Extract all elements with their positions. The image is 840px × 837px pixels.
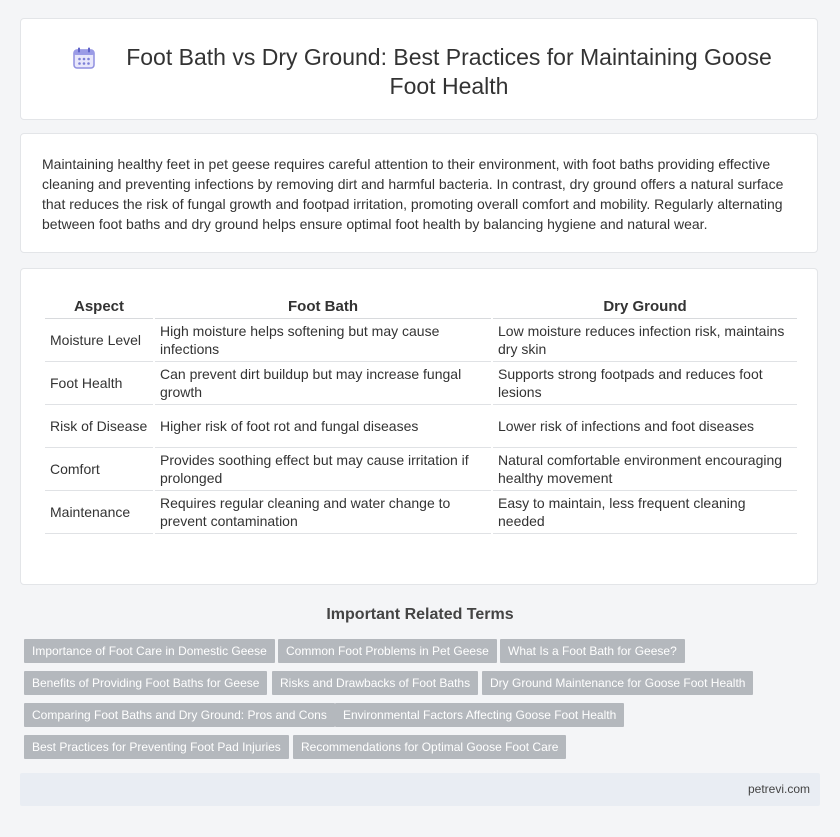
table-row	[45, 491, 797, 534]
table-row	[45, 405, 797, 448]
page-title: Foot Bath vs Dry Ground: Best Practices for Maintaining Goose Foot Health	[126, 44, 772, 99]
cell-foot-bath: Provides soothing effect but may cause irritation if prolonged	[155, 448, 491, 491]
comparison-card	[20, 268, 818, 585]
related-tag-dry-ground-maintenance[interactable]: Dry Ground Maintenance for Goose Foot Health	[482, 671, 753, 695]
title-row	[71, 43, 787, 101]
cell-aspect: Comfort	[45, 448, 153, 491]
cell-aspect: Maintenance	[45, 491, 153, 534]
header-dry-ground: Dry Ground	[493, 295, 797, 319]
related-tag-common-foot-problems[interactable]: Common Foot Problems in Pet Geese	[278, 639, 497, 663]
related-tag-comparing-pros-cons[interactable]: Comparing Foot Baths and Dry Ground: Pros and Cons	[24, 703, 335, 727]
cell-dry-ground: Natural comfortable environment encouraging healthy movement	[493, 448, 797, 491]
header-aspect: Aspect	[45, 295, 153, 319]
comparison-table	[43, 295, 799, 534]
footer-site-link[interactable]: petrevi.com	[747, 782, 810, 796]
table-header-row	[45, 295, 797, 319]
related-tag-foot-bath-risks[interactable]: Risks and Drawbacks of Foot Baths	[272, 671, 478, 695]
related-tag-what-is-foot-bath[interactable]: What Is a Foot Bath for Geese?	[500, 639, 685, 663]
summary-text: Maintaining healthy feet in pet geese requires careful attention to their environment, with foot baths providing effective cleaning and preventing infections by removing dirt and harmful bacteria. In contrast, dry ground offers a natural surface that reduces the risk of fungal growth and footpad irritation, promoting overall comfort and mobility. Regularly alternating between foot baths and dry ground helps ensure optimal foot health by balancing hygiene and natural wear.	[42, 156, 784, 232]
summary-card	[20, 133, 818, 253]
cell-foot-bath: Requires regular cleaning and water change to prevent contamination	[155, 491, 491, 534]
cell-dry-ground: Supports strong footpads and reduces foot lesions	[493, 362, 797, 405]
cell-aspect: Risk of Disease	[45, 405, 153, 448]
related-tag-foot-bath-benefits[interactable]: Benefits of Providing Foot Baths for Geese	[24, 671, 267, 695]
table-row	[45, 362, 797, 405]
table-row	[45, 448, 797, 491]
cell-dry-ground: Easy to maintain, less frequent cleaning needed	[493, 491, 797, 534]
cell-foot-bath: High moisture helps softening but may cause infections	[155, 319, 491, 362]
cell-aspect: Moisture Level	[45, 319, 153, 362]
related-tag-environmental-factors[interactable]: Environmental Factors Affecting Goose Foot Health	[335, 703, 624, 727]
cell-dry-ground: Low moisture reduces infection risk, maintains dry skin	[493, 319, 797, 362]
header-card	[20, 18, 818, 120]
related-terms-title: Important Related Terms	[326, 606, 514, 623]
cell-dry-ground: Lower risk of infections and foot diseases	[493, 405, 797, 448]
cell-foot-bath: Can prevent dirt buildup but may increase fungal growth	[155, 362, 491, 405]
table-row	[45, 319, 797, 362]
related-tag-foot-care-importance[interactable]: Importance of Foot Care in Domestic Geese	[24, 639, 275, 663]
footer	[20, 773, 820, 806]
header-foot-bath: Foot Bath	[155, 295, 491, 319]
calendar-icon	[71, 45, 97, 71]
cell-aspect: Foot Health	[45, 362, 153, 405]
related-tag-optimal-foot-care[interactable]: Recommendations for Optimal Goose Foot Care	[293, 735, 566, 759]
cell-foot-bath: Higher risk of foot rot and fungal diseases	[155, 405, 491, 448]
related-tag-preventing-injuries[interactable]: Best Practices for Preventing Foot Pad Injuries	[24, 735, 289, 759]
